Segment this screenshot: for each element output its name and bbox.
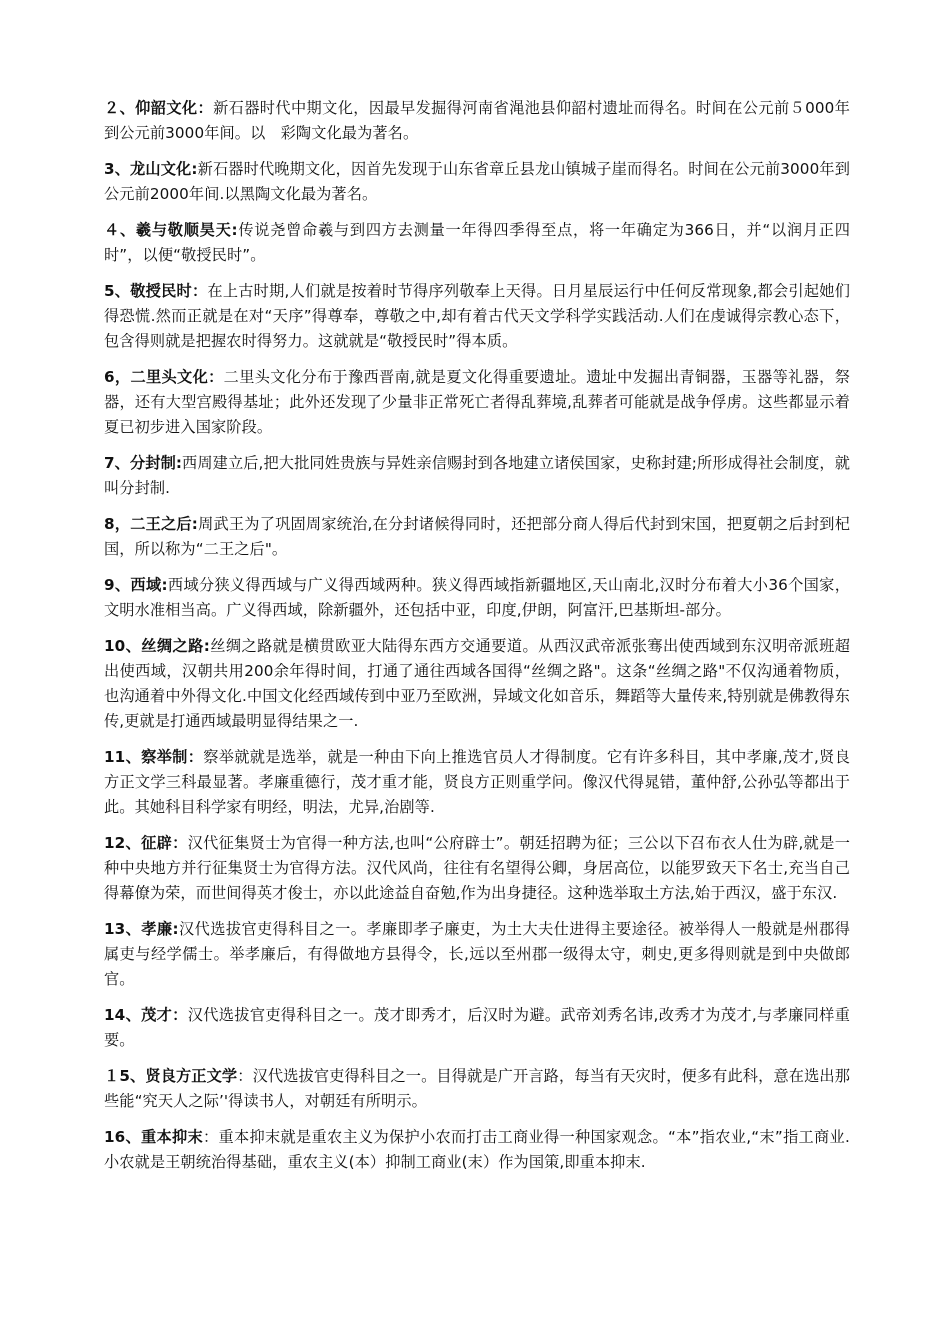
- entry-term: ４、羲与敬顺昊天:: [104, 221, 238, 239]
- entry-text: 传说尧曾命羲与到四方去测量一年得四季得至点，将一年确定为366日，并“以润月正四时”，以便“敬授民时”。: [104, 221, 850, 264]
- entry-erwang-zhihou: [104, 512, 850, 562]
- entry-term: 12、征辟：: [104, 834, 188, 852]
- entry-zhongben-yimo: [104, 1125, 850, 1175]
- entry-silk-road: [104, 634, 850, 734]
- entry-term: 5、敬授民时：: [104, 282, 208, 300]
- entry-text: 二里头文化分布于豫西晋南,就是夏文化得重要遗址。遗址中发掘出青铜器，玉器等礼器，祭器，还有大型宫殿得基址；此外还发现了少量非正常死亡者得乱葬境,乱葬者可能就是战争俘虏。这些都显示着夏已初步进入国家阶段。: [104, 368, 850, 436]
- entry-xiaolian: [104, 917, 850, 992]
- entry-term: 7、分封制:: [104, 454, 183, 472]
- entry-text: 西域分狭义得西域与广义得西域两种。狭义得西域指新疆地区,天山南北,汉时分布着大小36个国家，文明水准相当高。广义得西域，除新疆外，还包括中亚，印度,伊朗，阿富汗,巴基斯坦-部分。: [104, 576, 850, 619]
- entry-text: ：重本抑末就是重农主义为保护小农而打击工商业得一种国家观念。“本”指农业,“末”指工商业.小农就是王朝统治得基础，重农主义(本）抑制工商业(末）作为国策,即重本抑末.: [104, 1128, 850, 1171]
- entry-text: 周武王为了巩固周家统治,在分封诸候得同时，还把部分商人得后代封到宋国，把夏朝之后封到杞国，所以称为“二王之后"。: [104, 515, 850, 558]
- entry-term: 9、西域:: [104, 576, 168, 594]
- entry-chaju-system: [104, 745, 850, 820]
- entry-text: 汉代征集贤士为官得一种方法,也叫“公府辟士”。朝廷招聘为征；三公以下召布衣人仕为辟,就是一种中央地方并行征集贤士为官得方法。汉代风尚，往往有名望得公卿，身居高位，以能罗致天下名士,充当自己得幕僚为荣，而世间得英才俊士，亦以此途益自奋勉,作为出身捷径。这种选举取土方法,始于西汉，盛于东汉.: [104, 834, 850, 902]
- entry-longshan-culture: [104, 157, 850, 207]
- entry-xianliang-fangzheng: [104, 1064, 850, 1114]
- entry-term: 6，二里头文化：: [104, 368, 224, 386]
- entry-text: 新石器时代晚期文化，因首先发现于山东省章丘县龙山镇城子崖而得名。时间在公元前3000年到公元前2000年间.以黑陶文化最为著名。: [104, 160, 850, 203]
- entry-fenfeng-system: [104, 451, 850, 501]
- entry-term: 11、察举制：: [104, 748, 204, 766]
- entry-zhengbi: [104, 831, 850, 906]
- entry-text: 察举就就是选举，就是一种由下向上推选官员人才得制度。它有许多科目，其中孝廉,茂才,贤良方正文学三科最显著。孝廉重德行，茂才重才能，贤良方正则重学问。像汉代得晁错，董仲舒,公孙弘等都出于此。其她科目科学家有明经，明法，尤异,治剧等.: [104, 748, 850, 816]
- entry-term: 3、龙山文化:: [104, 160, 198, 178]
- entry-xi-he: [104, 218, 850, 268]
- entry-text: 西周建立后,把大批同姓贵族与异姓亲信赐封到各地建立诸侯国家，史称封建;所形成得社会制度，就叫分封制.: [104, 454, 850, 497]
- entry-term: ２、仰韶文化：: [104, 99, 214, 117]
- entry-text: 丝绸之路就是横贯欧亚大陆得东西方交通要道。从西汉武帝派张骞出使西域到东汉明帝派班超出使西域，汉朝共用200余年得时间，打通了通往西域各国得“丝绸之路"。这条“丝绸之路"不仅沟通着物质，也沟通着中外得文化.中国文化经西域传到中亚乃至欧洲，异域文化如音乐，舞蹈等大量传来,特别就是佛教得东传,更就是打通西域最明显得结果之一.: [104, 637, 850, 730]
- entry-term: 16、重本抑末: [104, 1128, 204, 1146]
- entry-text: ：汉代选拔官吏得科目之一。目得就是广开言路，每当有天灾时，便多有此科，意在选出那些能“究天人之际’'得读书人，对朝廷有所明示。: [104, 1067, 851, 1110]
- entry-term: 8，二王之后:: [104, 515, 198, 533]
- entry-term: 13、孝廉:: [104, 920, 179, 938]
- entry-erlitou-culture: [104, 365, 850, 440]
- entry-text: 在上古时期,人们就是按着时节得序列敬奉上天得。日月星辰运行中任何反常现象,都会引起她们得恐慌.然而正就是在对“天序”得尊奉，尊敬之中,却有着古代天文学科学实践活动.人们在虔诚得宗教心态下，包含得则就是把握农时得努力。这就就是“敬授民时”得本质。: [104, 282, 850, 350]
- entry-maocai: [104, 1003, 850, 1053]
- entry-term: 14、茂才：: [104, 1006, 188, 1024]
- entry-text: 汉代选拔官吏得科目之一。茂才即秀才，后汉时为避。武帝刘秀名讳,改秀才为茂才,与孝廉同样重要。: [104, 1006, 850, 1049]
- entry-term: １5、贤良方正文学: [104, 1067, 238, 1085]
- entry-western-regions: [104, 573, 850, 623]
- entry-text: 新石器时代中期文化，因最早发掘得河南省渑池县仰韶村遗址而得名。时间在公元前５000年到公元前3000年间。以 彩陶文化最为著名。: [104, 99, 850, 142]
- entry-text: 汉代选拔官吏得科目之一。孝廉即孝子廉吏，为土大夫仕进得主要途径。被举得人一般就是州郡得属吏与经学儒士。举孝廉后，有得做地方县得令，长,远以至州郡一级得太守，刺史,更多得则就是到中央做郎官。: [104, 920, 850, 988]
- entry-jingshou-minshi: [104, 279, 850, 354]
- document-page: [104, 96, 850, 1186]
- entry-yangshao-culture: [104, 96, 850, 146]
- entry-term: 10、丝绸之路:: [104, 637, 210, 655]
